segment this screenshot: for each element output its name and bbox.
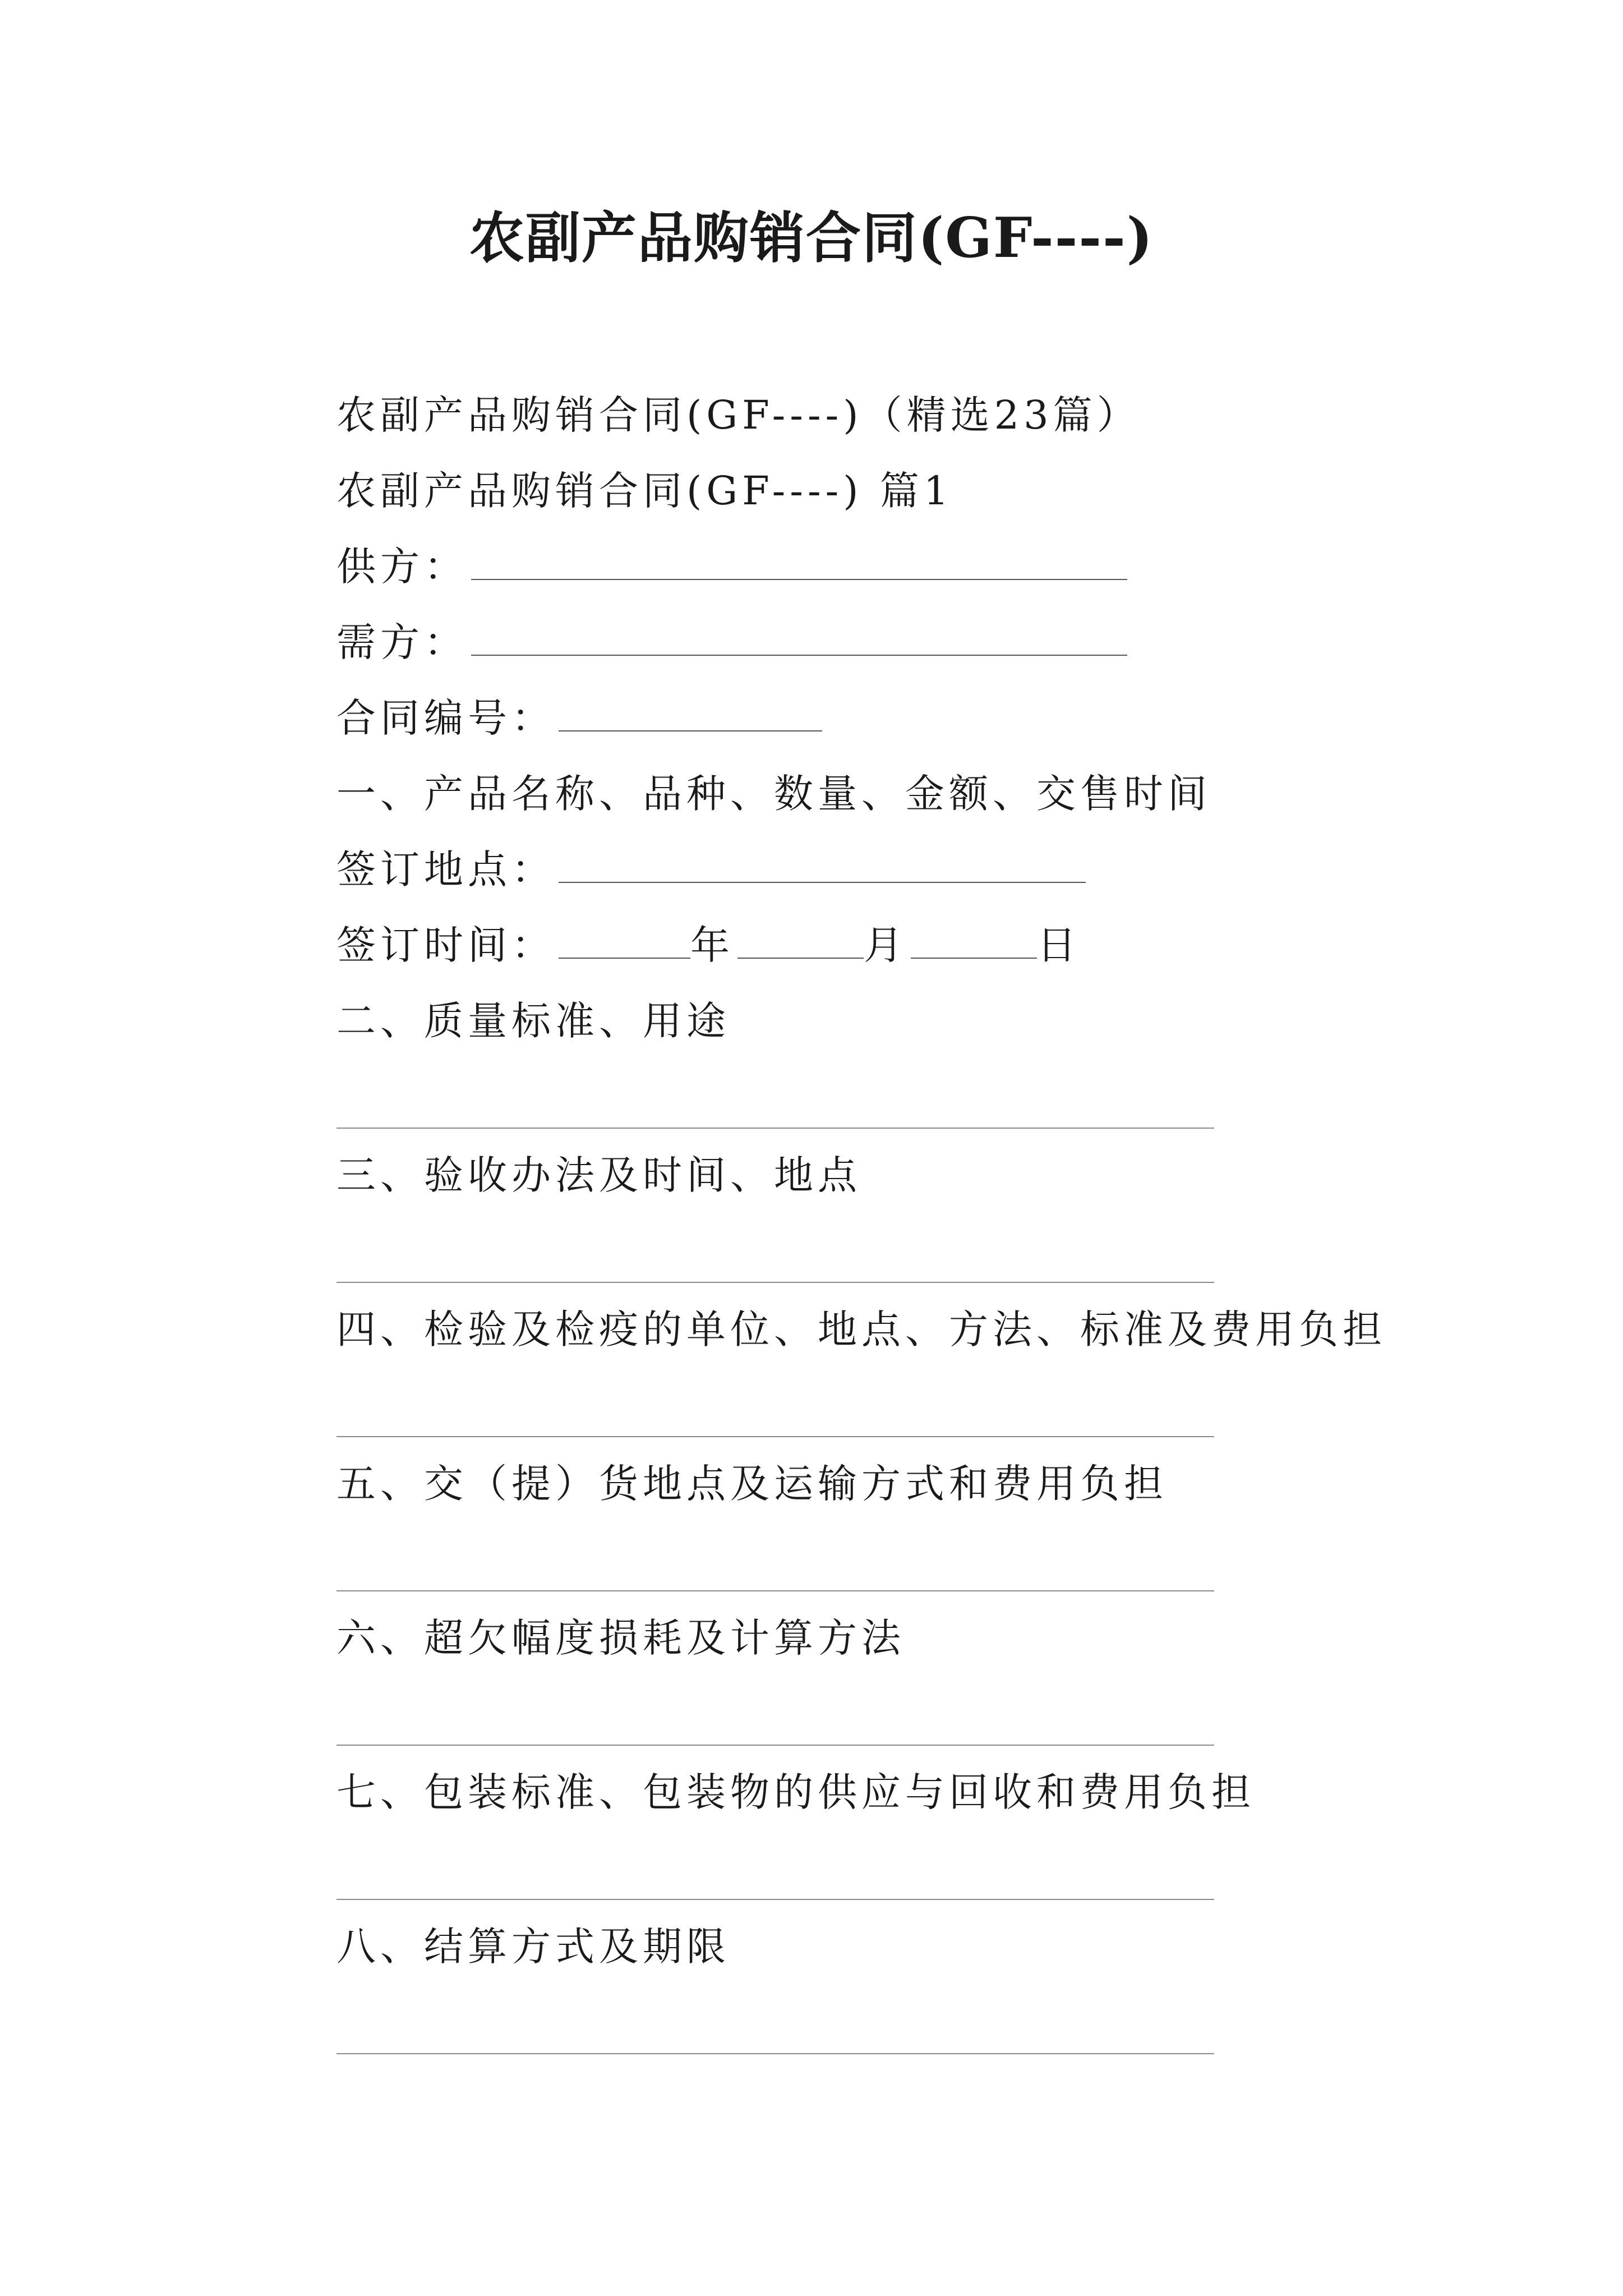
sign-place-field[interactable] [559,848,1086,883]
sign-month-field[interactable] [737,924,864,959]
clause-3-fill-line[interactable] [336,1282,1214,1283]
contract-no-row [336,693,822,743]
clause-2: 二、质量标准、用途 [336,998,730,1044]
clause-6: 六、超欠幅度损耗及计算方法 [336,1615,905,1661]
clause-8-fill-line[interactable] [336,2053,1214,2054]
supplier-field[interactable] [471,545,1127,580]
buyer-row [336,617,1127,668]
clause-5: 五、交（提）货地点及运输方式和费用负担 [336,1461,1168,1507]
supplier-row [336,541,1127,592]
buyer-field[interactable] [471,621,1127,656]
supplier-label: 供方： [336,544,468,590]
buyer-label: 需方： [336,619,468,665]
clause-8: 八、结算方式及期限 [336,1924,730,1970]
year-label: 年 [690,922,734,968]
clause-4-fill-line[interactable] [336,1436,1214,1437]
sign-place-row [336,844,1086,895]
month-label: 月 [864,922,907,968]
sign-year-field[interactable] [559,924,690,959]
sign-time-label: 签订时间： [336,922,555,968]
day-label: 日 [1037,922,1081,968]
document-subtitle: 农副产品购销合同(GF----)（精选23篇） [336,392,1141,438]
clause-1: 一、产品名称、品种、数量、金额、交售时间 [336,771,1211,817]
sign-day-field[interactable] [911,924,1037,959]
clause-2-fill-line[interactable] [336,1128,1214,1129]
clause-5-fill-line[interactable] [336,1590,1214,1591]
sign-place-label: 签订地点： [336,846,555,892]
clause-7: 七、包装标准、包装物的供应与回收和费用负担 [336,1769,1255,1815]
contract-no-label: 合同编号： [336,695,555,741]
clause-6-fill-line[interactable] [336,1745,1214,1746]
document-title: 农副产品购销合同(GF----) [469,206,1154,270]
section-title: 农副产品购销合同(GF----) 篇1 [336,468,953,514]
clause-3: 三、验收办法及时间、地点 [336,1152,861,1198]
clause-4: 四、检验及检疫的单位、地点、方法、标准及费用负担 [336,1306,1386,1352]
contract-no-field[interactable] [559,697,822,731]
clause-7-fill-line[interactable] [336,1899,1214,1900]
sign-time-row [336,920,1081,970]
